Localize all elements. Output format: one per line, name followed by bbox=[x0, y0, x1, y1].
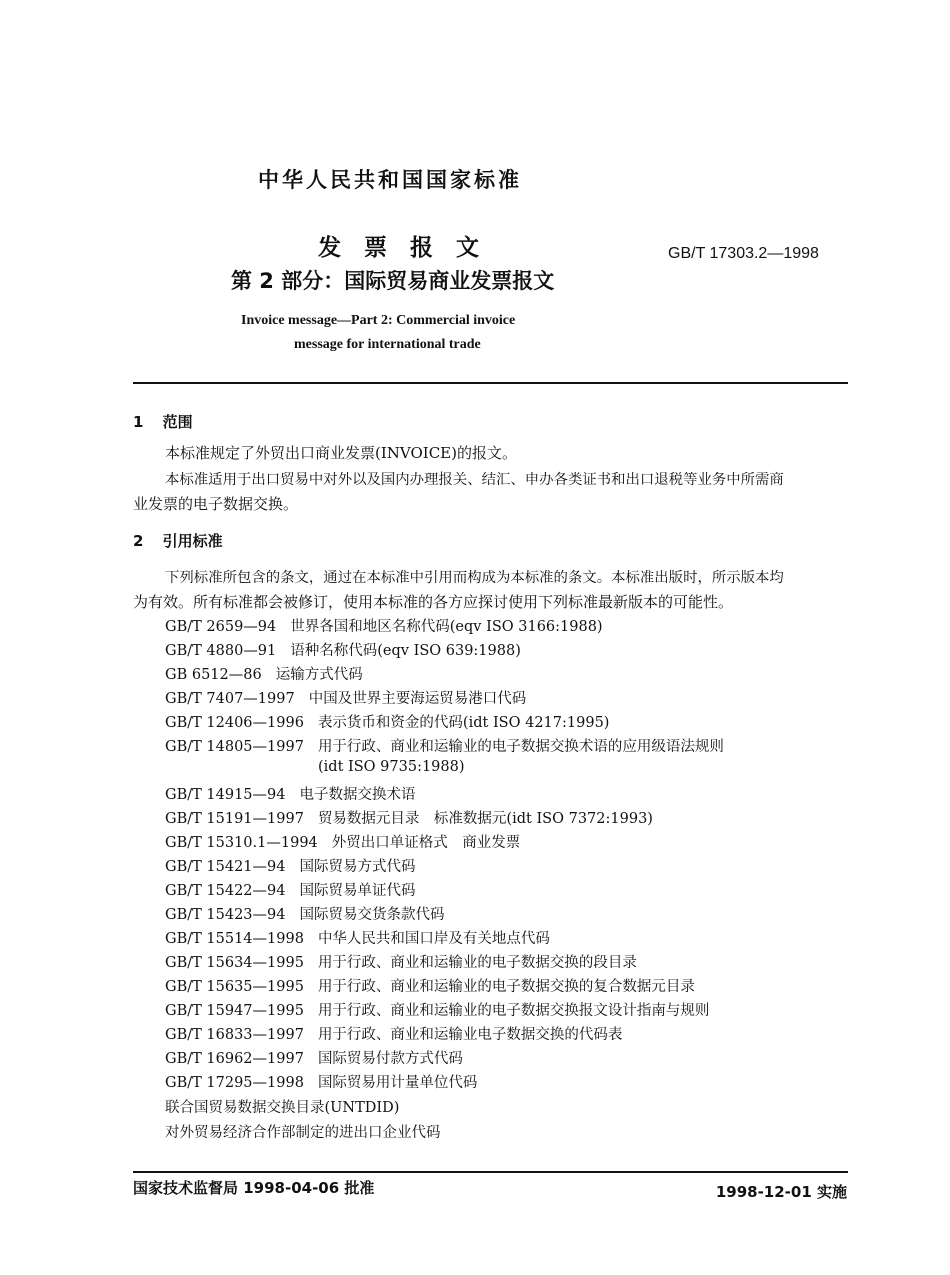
reference-title: 国际贸易用计量单位代码 bbox=[317, 1075, 478, 1091]
reference-code: GB/T 15422—94 bbox=[165, 883, 286, 899]
reference-title: 用于行政、商业和运输业的电子数据交换术语的应用级语法规则 bbox=[317, 739, 724, 755]
reference-title: 用于行政、商业和运输业的电子数据交换的段目录 bbox=[317, 955, 637, 971]
reference-code: GB/T 15514—1998 bbox=[165, 931, 304, 947]
reference-title: 表示货币和资金的代码(idt ISO 4217:1995) bbox=[317, 715, 610, 731]
reference-item bbox=[165, 783, 415, 804]
reference-item bbox=[165, 831, 520, 852]
reference-code: GB 6512—86 bbox=[165, 667, 262, 683]
reference-code: GB/T 15634—1995 bbox=[165, 955, 304, 971]
reference-title: (idt ISO 9735:1988) bbox=[318, 759, 465, 775]
reference-code: GB/T 15191—1997 bbox=[165, 811, 304, 827]
reference-item bbox=[165, 1071, 477, 1092]
section-2-number: 2 bbox=[133, 532, 144, 550]
reference-title: 语种名称代码(eqv ISO 639:1988) bbox=[290, 643, 521, 659]
reference-item bbox=[165, 999, 709, 1020]
reference-code: GB/T 16833—1997 bbox=[165, 1027, 304, 1043]
reference-title: 中国及世界主要海运贸易港口代码 bbox=[308, 691, 527, 707]
reference-title: 用于行政、商业和运输业电子数据交换的代码表 bbox=[317, 1027, 623, 1043]
footer-divider bbox=[133, 1171, 848, 1173]
section-1-title: 范围 bbox=[162, 413, 193, 431]
reference-code: GB/T 15423—94 bbox=[165, 907, 286, 923]
reference-item bbox=[165, 1096, 399, 1117]
reference-code: GB/T 12406—1996 bbox=[165, 715, 304, 731]
reference-code: GB/T 14805—1997 bbox=[165, 739, 304, 755]
reference-code: GB/T 17295—1998 bbox=[165, 1075, 304, 1091]
reference-title: 国际贸易交货条款代码 bbox=[299, 907, 445, 923]
effective-date: 1998-12-01 实施 bbox=[715, 1183, 847, 1201]
reference-item bbox=[165, 927, 550, 948]
reference-item bbox=[165, 879, 415, 900]
header-divider bbox=[133, 382, 848, 384]
reference-item bbox=[165, 687, 526, 708]
reference-item bbox=[165, 1047, 463, 1068]
reference-code: GB/T 2659—94 bbox=[165, 619, 277, 635]
reference-title: 中华人民共和国口岸及有关地点代码 bbox=[317, 931, 550, 947]
reference-item bbox=[165, 807, 653, 828]
reference-item bbox=[165, 1023, 622, 1044]
section-1-number: 1 bbox=[133, 413, 144, 431]
english-title-line1: Invoice message—Part 2: Commercial invoice bbox=[241, 313, 516, 328]
english-title-line2: message for international trade bbox=[294, 337, 481, 352]
reference-item bbox=[165, 855, 415, 876]
reference-code: GB/T 15421—94 bbox=[165, 859, 286, 875]
reference-item bbox=[165, 711, 609, 732]
reference-code: GB/T 15310.1—1994 bbox=[165, 835, 318, 851]
reference-item bbox=[165, 639, 521, 660]
section-1-paragraph-2-line-2: 业发票的电子数据交换。 bbox=[133, 495, 299, 513]
reference-title: 运输方式代码 bbox=[275, 667, 363, 683]
reference-item bbox=[165, 951, 637, 972]
document-subtitle: 第 2 部分：国际贸易商业发票报文 bbox=[231, 269, 555, 293]
reference-item-continuation bbox=[318, 759, 465, 775]
reference-code: GB/T 7407—1997 bbox=[165, 691, 295, 707]
reference-title: 国际贸易付款方式代码 bbox=[317, 1051, 463, 1067]
reference-title: 贸易数据元目录 标准数据元(idt ISO 7372:1993) bbox=[317, 811, 653, 827]
reference-item bbox=[165, 975, 695, 996]
reference-code: GB/T 16962—1997 bbox=[165, 1051, 304, 1067]
section-2-heading bbox=[133, 530, 223, 551]
reference-item bbox=[165, 1121, 441, 1142]
reference-title: 国际贸易单证代码 bbox=[299, 883, 416, 899]
reference-title: 用于行政、商业和运输业的电子数据交换的复合数据元目录 bbox=[317, 979, 695, 995]
section-1-paragraph-1: 本标准规定了外贸出口商业发票(INVOICE)的报文。 bbox=[165, 444, 517, 462]
reference-title: 对外贸易经济合作部制定的进出口企业代码 bbox=[165, 1125, 441, 1141]
reference-title: 国际贸易方式代码 bbox=[299, 859, 416, 875]
reference-code: GB/T 15947—1995 bbox=[165, 1003, 304, 1019]
section-2-intro-line-1: 下列标准所包含的条文，通过在本标准中引用而构成为本标准的条文。本标准出版时，所示版本均 bbox=[165, 570, 784, 586]
reference-item bbox=[165, 735, 724, 756]
section-1-paragraph-2-line-1: 本标准适用于出口贸易中对外以及国内办理报关、结汇、申办各类证书和出口退税等业务中所需商 bbox=[165, 472, 784, 488]
section-2-intro-line-2: 为有效。所有标准都会被修订，使用本标准的各方应探讨使用下列标准最新版本的可能性。 bbox=[133, 593, 734, 611]
reference-code: GB/T 14915—94 bbox=[165, 787, 286, 803]
reference-code: GB/T 4880—91 bbox=[165, 643, 277, 659]
reference-item bbox=[165, 663, 363, 684]
approval-date: 国家技术监督局 1998-04-06 批准 bbox=[133, 1179, 375, 1197]
section-2-title: 引用标准 bbox=[162, 532, 223, 550]
reference-code: GB/T 15635—1995 bbox=[165, 979, 304, 995]
document-title: 发 票 报 文 bbox=[318, 235, 479, 261]
reference-item bbox=[165, 903, 444, 924]
reference-title: 电子数据交换术语 bbox=[299, 787, 416, 803]
reference-item bbox=[165, 615, 603, 636]
section-1-heading bbox=[133, 411, 193, 432]
reference-title: 世界各国和地区名称代码(eqv ISO 3166:1988) bbox=[290, 619, 603, 635]
reference-title: 联合国贸易数据交换目录(UNTDID) bbox=[165, 1100, 400, 1116]
standard-number: GB/T 17303.2—1998 bbox=[668, 245, 819, 262]
national-standard-heading: 中华人民共和国国家标准 bbox=[258, 168, 522, 192]
reference-title: 外贸出口单证格式 商业发票 bbox=[331, 835, 521, 851]
reference-title: 用于行政、商业和运输业的电子数据交换报文设计指南与规则 bbox=[317, 1003, 710, 1019]
